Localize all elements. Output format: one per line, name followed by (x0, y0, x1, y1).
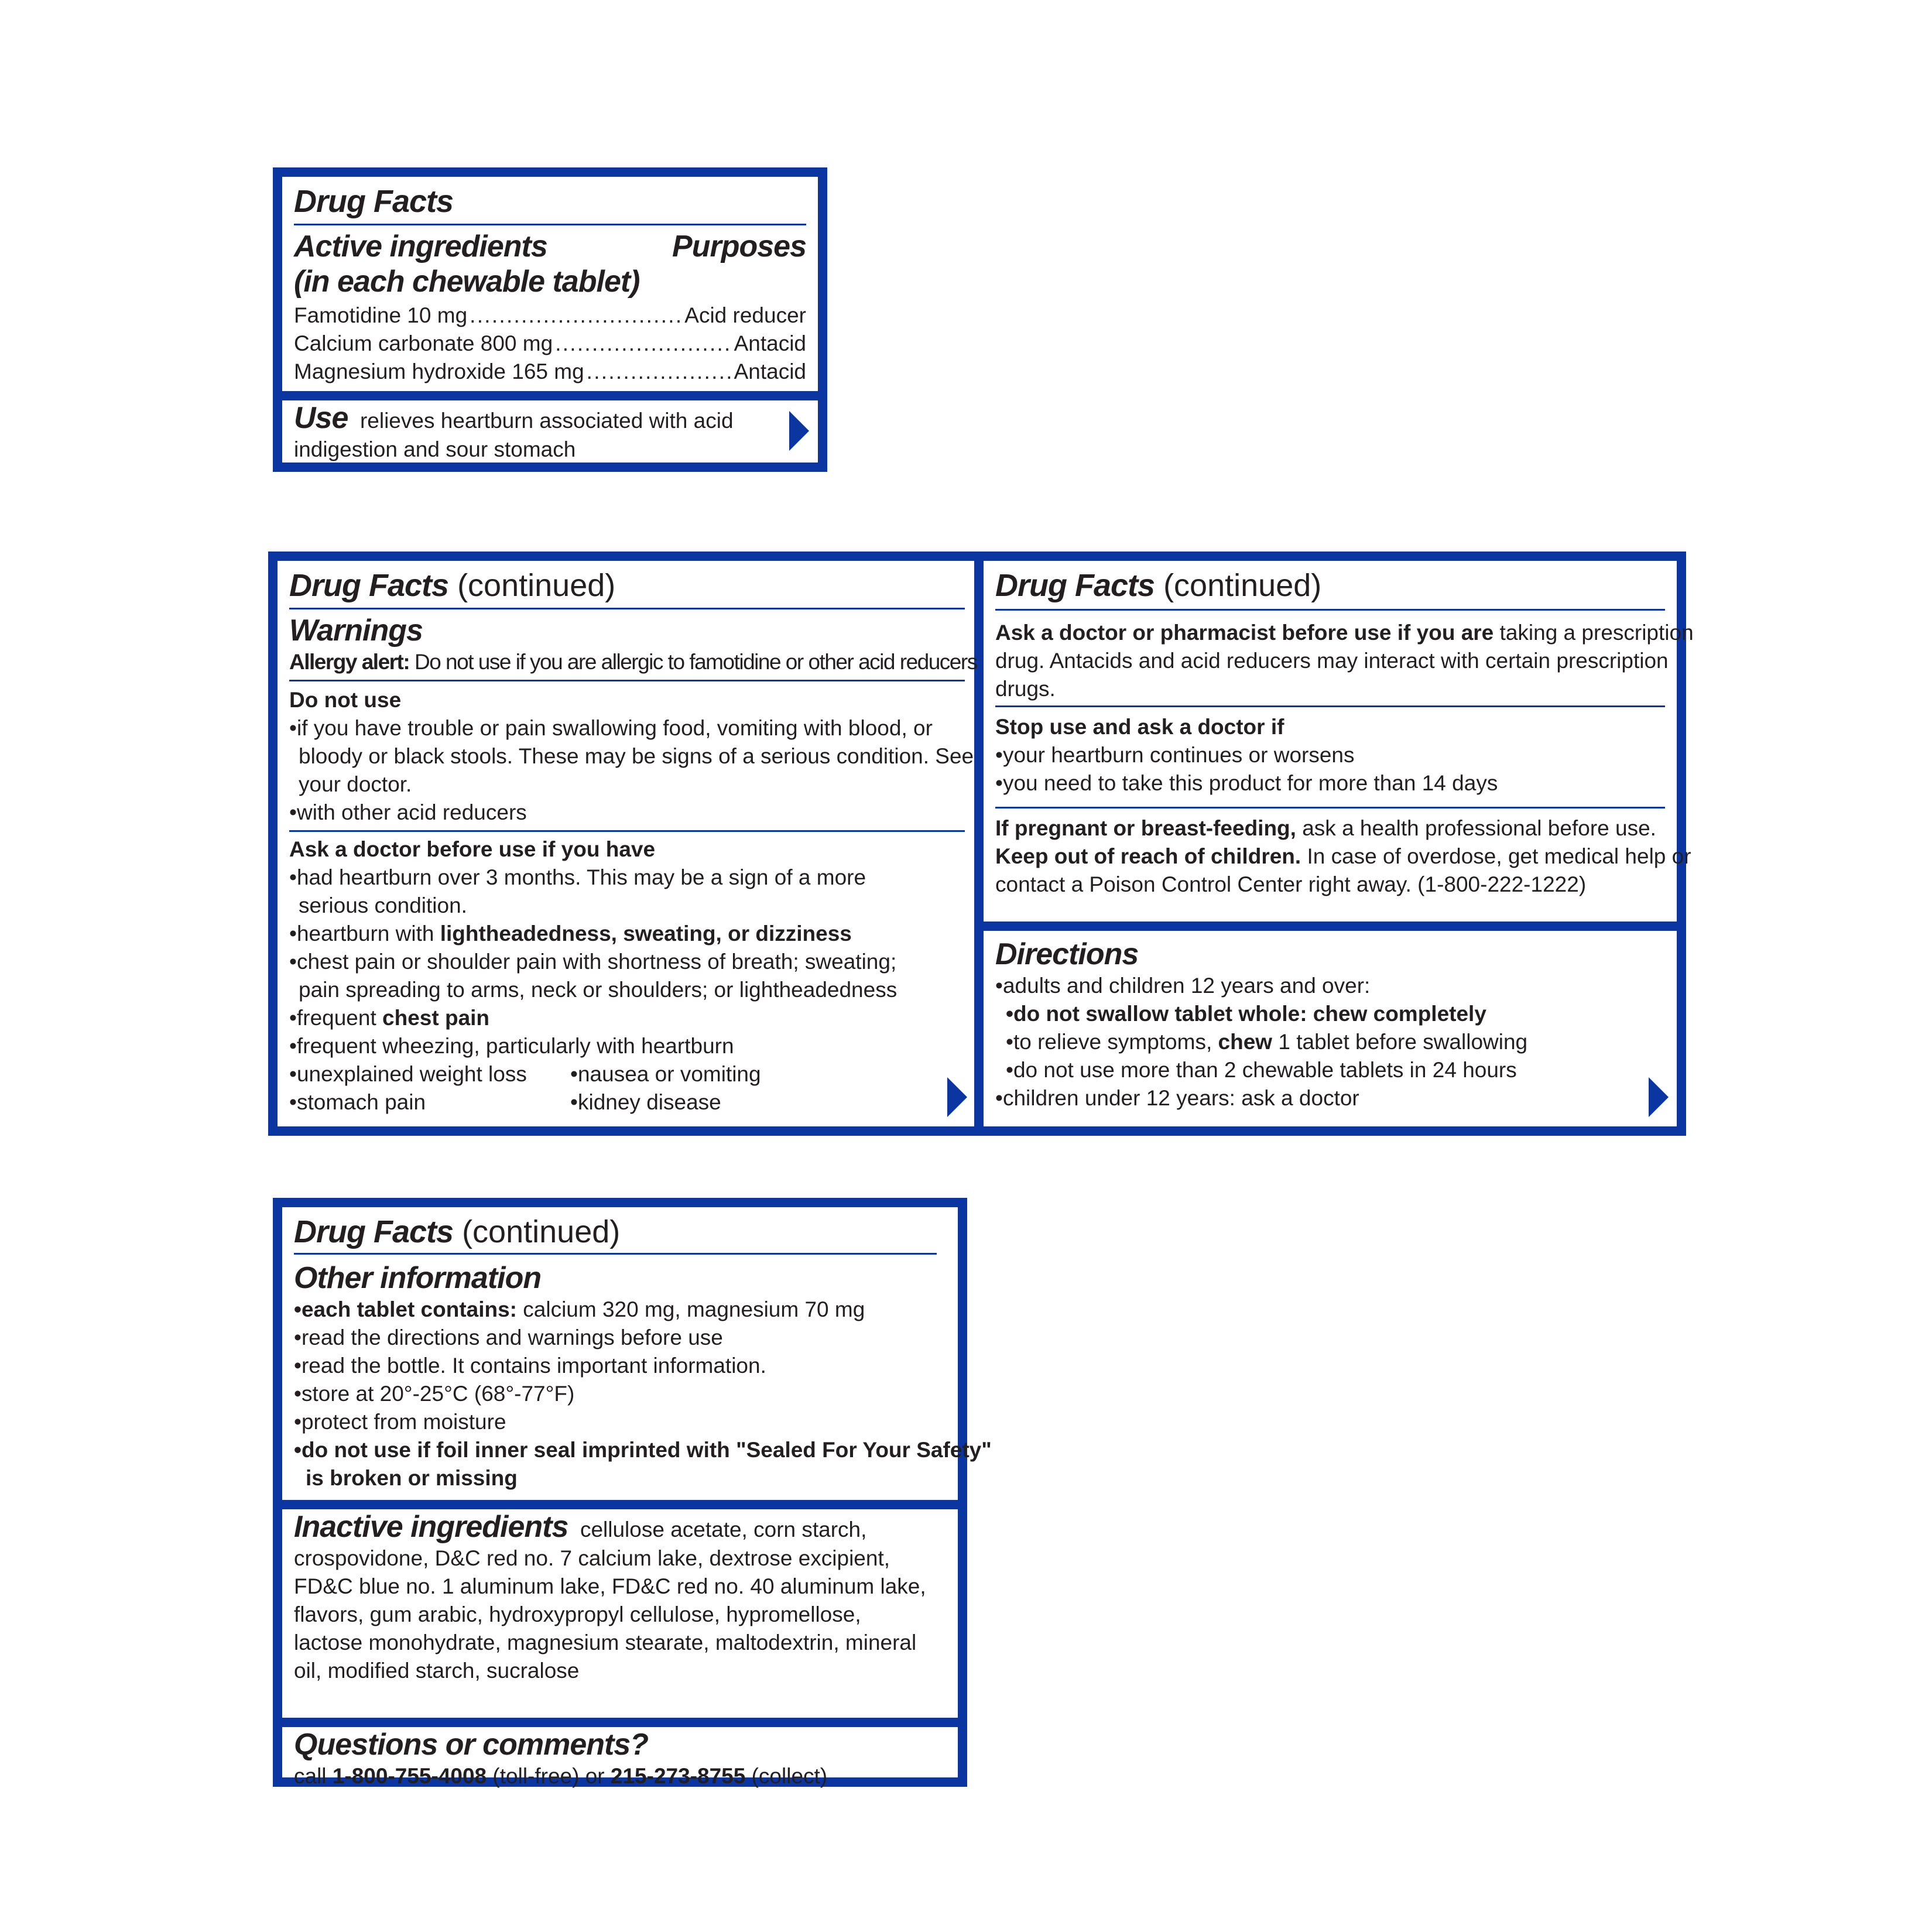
list-item-bold: each tablet contains: (301, 1297, 517, 1321)
doctor-pharmacist-panel: Drug Facts (continued) Ask a doctor or pharmacist before use if you are taking a prescription drug. Antacids and acid reducers may interact with certain prescription drugs. Stop use and ask a doctor if •your heartburn continues or worsens •you need to take this product for more than 14 days If pregnant or breast-feeding, ask a health professional before use. Keep out of reach of children. In case of overdose, get medical help or contact a Poison Control Center right away. (1-800-222-1222) (984, 561, 1677, 922)
ingredient-name: Famotidine 10 mg (294, 303, 468, 327)
allergy-alert-label: Allergy alert: (289, 650, 410, 674)
panel-divider (974, 561, 984, 1126)
section-rule (289, 680, 965, 681)
warnings-panel: Drug Facts (continued) Warnings Allergy alert: Do not use if you are allergic to famotidine or other acid reducers Do not use •if you have trouble or pain swallowing food, vomiting with blood, or bloody or black stools. These may be signs of a serious condition. See your doctor. •with other acid reducers Ask a doctor before use if you have •had heartburn over 3 months. This may be a sign of a more serious condition. •heartburn with lightheadedness, sweating, or dizziness •chest pain or shoulder pain with shortness of breath; sweating; pain spreading to arms, neck or shoulders; or lightheadedness •frequent chest pain •frequent wheezing, particularly with heartburn •unexplained weight loss •nausea or vomiting •stomach pain •kidney disease (289, 568, 977, 1114)
use-text: relieves heartburn associated with acid (359, 409, 734, 433)
ingredient-purpose: Antacid (734, 331, 806, 355)
list-item: you need to take this product for more than 14 days (1002, 771, 1498, 795)
keep-out-bold: Keep out of reach of children. (995, 844, 1301, 868)
phone-collect: 215-273-8755 (610, 1764, 746, 1788)
list-item: kidney disease (577, 1090, 721, 1114)
ingredient-purpose: Antacid (734, 359, 806, 383)
list-item: protect from moisture (301, 1410, 506, 1434)
title-rule (294, 224, 806, 225)
list-item: children under 12 years: ask a doctor (1002, 1086, 1359, 1110)
other-information-heading: Other information (294, 1261, 542, 1295)
active-heading-row (294, 229, 806, 264)
ask-pharmacist-text: drug. Antacids and acid reducers may interact with certain prescription (995, 649, 1669, 673)
continued-label: (continued) (462, 1214, 621, 1249)
drug-facts-panel-4 (273, 1198, 992, 1788)
keep-out-text: contact a Poison Control Center right away. (1-800-222-1222) (995, 872, 1587, 896)
list-item: your heartburn continues or worsens (1002, 743, 1355, 767)
active-ingredients-section (282, 177, 818, 391)
do-not-use-heading: Do not use (289, 688, 402, 712)
panel-title: Drug Facts (294, 184, 454, 219)
use-text: indigestion and sour stomach (294, 437, 576, 461)
stop-use-heading: Stop use and ask a doctor if (995, 715, 1284, 739)
use-heading: Use (294, 401, 348, 435)
list-item: store at 20°-25°C (68°-77°F) (301, 1382, 575, 1406)
ask-pharmacist-bold: Ask a doctor or pharmacist before use if you are (995, 621, 1494, 645)
list-item: do not swallow tablet whole: chew completely (1013, 1002, 1486, 1026)
title-rule (995, 609, 1665, 611)
list-item: to relieve symptoms, (1013, 1030, 1218, 1054)
drug-facts-panel-2-3 (268, 551, 1694, 1136)
list-item: if you have trouble or pain swallowing food, vomiting with blood, or (296, 716, 933, 740)
ingredient-row (294, 358, 806, 386)
title-rule (294, 1253, 937, 1255)
list-item: read the bottle. It contains important information. (301, 1354, 766, 1378)
pregnant-bold: If pregnant or breast-feeding, (995, 816, 1296, 840)
ingredient-name: Magnesium hydroxide 165 mg (294, 359, 584, 383)
list-item-bold: chew (1218, 1030, 1273, 1054)
directions-section: Directions •adults and children 12 years and over: •do not swallow tablet whole: chew completely •to relieve symptoms, chew 1 tablet before swallowing •do not use more than 2 chewable tablets in 24 hours •children under 12 years: ask a doctor (984, 931, 1677, 1112)
inactive-text: lactose monohydrate, magnesium stearate, maltodextrin, mineral (294, 1630, 917, 1654)
list-item: your doctor. (299, 772, 412, 796)
section-rule (995, 807, 1665, 809)
questions-section (282, 1727, 958, 1790)
phone-tollfree: 1-800-755-4008 (332, 1764, 487, 1788)
other-information-section: Drug Facts (continued) Other information •each tablet contains: calcium 320 mg, magnesium 70 mg •read the directions and warnings before use •read the bottle. It contains important information. •store at 20°-25°C (68°-77°F) •protect from moisture •do not use if foil inner seal imprinted with "Sealed For Your Safety" is broken or missing (282, 1207, 958, 1500)
ingredient-row (294, 302, 806, 330)
inactive-text: FD&C blue no. 1 aluminum lake, FD&C red no. 40 aluminum lake, (294, 1574, 926, 1598)
directions-heading: Directions (995, 937, 1139, 971)
list-item: pain spreading to arms, neck or shoulders; or lightheadedness (299, 978, 898, 1002)
list-item: calcium 320 mg, magnesium 70 mg (523, 1297, 865, 1321)
ask-pharmacist-text: drugs. (995, 677, 1056, 701)
ingredient-row (294, 330, 806, 358)
list-item: adults and children 12 years and over: (1002, 974, 1371, 998)
ingredient-purpose: Acid reducer (684, 303, 806, 327)
list-item-bold: do not use if foil inner seal imprinted with "Sealed For Your Safety" (301, 1438, 992, 1462)
title-rule (289, 608, 965, 609)
questions-text: (collect) (745, 1764, 828, 1788)
questions-heading: Questions or comments? (294, 1728, 648, 1762)
panel-title: Drug Facts (995, 568, 1155, 603)
ingredient-name: Calcium carbonate 800 mg (294, 331, 553, 355)
list-item: bloody or black stools. These may be signs of a serious condition. See (299, 744, 974, 768)
list-item: had heartburn over 3 months. This may be a sign of a more (296, 865, 866, 889)
panel-title: Drug Facts (289, 568, 449, 603)
continued-label: (continued) (1163, 568, 1322, 603)
section-rule (995, 705, 1665, 707)
ask-doctor-heading: Ask a doctor before use if you have (289, 837, 656, 861)
allergy-alert-text: Do not use if you are allergic to famotidine or other acid reducers (414, 650, 977, 674)
list-item-bold: is broken or missing (306, 1466, 518, 1490)
list-item: 1 tablet before swallowing (1272, 1030, 1528, 1054)
continued-label: (continued) (457, 568, 616, 603)
inactive-text: crospovidone, D&C red no. 7 calcium lake, dextrose excipient, (294, 1546, 890, 1570)
purposes-heading: Purposes (672, 229, 806, 263)
inactive-ingredients-section (282, 1509, 958, 1718)
list-item: chest pain or shoulder pain with shortness of breath; sweating; (296, 950, 897, 974)
keep-out-text: In case of overdose, get medical help or (1307, 844, 1691, 868)
inactive-ingredients-heading: Inactive ingredients (294, 1510, 568, 1544)
warnings-heading: Warnings (289, 614, 423, 648)
active-ingredients-subheading: (in each chewable tablet) (294, 265, 640, 299)
list-item: with other acid reducers (296, 800, 527, 824)
section-divider (282, 1718, 958, 1727)
ask-pharmacist-text: taking a prescription (1499, 621, 1694, 645)
section-divider (282, 391, 818, 400)
list-item: frequent (296, 1006, 383, 1030)
continue-arrow-icon (947, 1077, 967, 1117)
list-item: read the directions and warnings before use (301, 1325, 723, 1349)
pregnant-text: ask a health professional before use. (1302, 816, 1656, 840)
list-item: serious condition. (299, 893, 467, 917)
inactive-text: oil, modified starch, sucralose (294, 1659, 580, 1683)
continue-arrow-icon (789, 411, 809, 451)
section-divider (282, 1500, 958, 1509)
list-item: frequent wheezing, particularly with heartburn (296, 1034, 734, 1058)
list-item: stomach pain (296, 1090, 426, 1114)
list-item: nausea or vomiting (577, 1062, 761, 1086)
list-item: heartburn with (296, 922, 440, 946)
use-section (282, 400, 818, 464)
list-item: unexplained weight loss (296, 1062, 527, 1086)
active-ingredients-heading: Active ingredients (294, 229, 547, 263)
drug-facts-panel-1 (273, 167, 827, 472)
inactive-text: cellulose acetate, corn starch, (580, 1517, 867, 1542)
list-item-bold: lightheadedness, sweating, or dizziness (440, 922, 852, 946)
continue-arrow-icon (1649, 1077, 1669, 1117)
questions-text: (toll-free) or (487, 1764, 611, 1788)
inactive-text: flavors, gum arabic, hydroxypropyl cellulose, hypromellose, (294, 1602, 861, 1626)
section-rule (289, 830, 965, 832)
panel-title: Drug Facts (294, 1214, 454, 1249)
questions-text: call (294, 1764, 333, 1788)
list-item: do not use more than 2 chewable tablets in 24 hours (1013, 1058, 1517, 1082)
list-item-bold: chest pain (382, 1006, 490, 1030)
section-divider (984, 922, 1677, 931)
